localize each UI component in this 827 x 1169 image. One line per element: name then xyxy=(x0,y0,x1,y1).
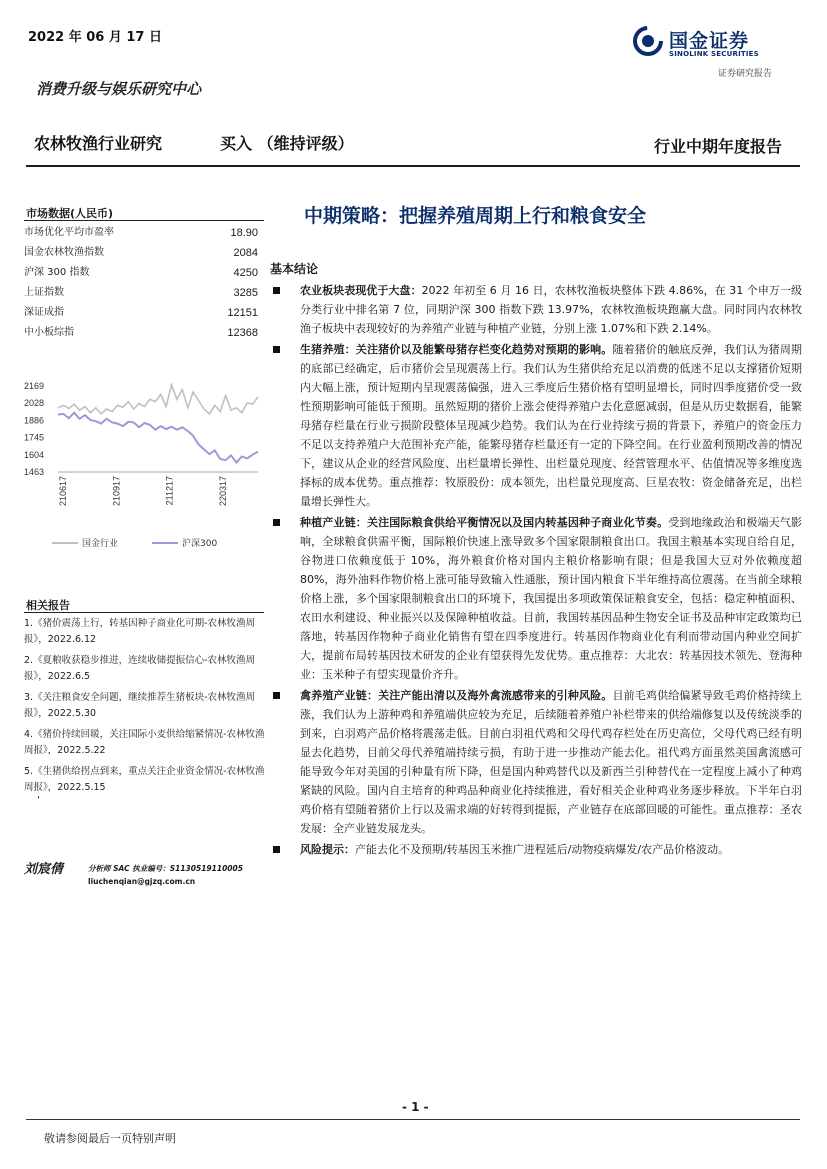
report-kind-label: 证券研究报告 xyxy=(718,69,773,79)
sinolink-logo-icon xyxy=(633,26,663,56)
series-line-csi300 xyxy=(58,413,258,463)
x-tick-label: 210617 xyxy=(58,476,68,507)
rating: 买入 （维持评级） xyxy=(220,134,354,153)
header-divider xyxy=(26,165,800,167)
market-label: 中小板综指 xyxy=(24,327,74,338)
market-label: 上证指数 xyxy=(24,287,64,298)
market-value: 12368 xyxy=(227,327,258,339)
industry-name: 农林牧渔行业研究 xyxy=(34,134,163,153)
market-value: 3285 xyxy=(233,287,258,299)
market-data-table xyxy=(24,223,258,343)
stray-mark: ‘ xyxy=(37,795,41,806)
related-report-item[interactable]: 4.《猪价持续回暖，关注国际小麦供给缩紧情况-农林牧渔周报》，2022.5.22 xyxy=(24,729,265,756)
x-tick-label: 210917 xyxy=(111,476,122,507)
bullet-heading: 风险提示： xyxy=(300,843,355,856)
related-reports-title: 相关报告 xyxy=(26,599,70,612)
logo-chinese-name: 国金证券 xyxy=(669,30,750,52)
bullet-square xyxy=(273,692,280,699)
report-type: 行业中期年度报告 xyxy=(653,137,782,156)
analyst-email[interactable]: liuchenqian@gjzq.com.cn xyxy=(88,877,196,886)
market-value: 18.90 xyxy=(230,227,258,239)
research-center: 消费升级与娱乐研究中心 xyxy=(36,80,202,98)
market-row xyxy=(24,263,258,283)
legend-label: 沪深300 xyxy=(182,539,218,549)
conclusions-body xyxy=(272,281,802,859)
related-reports-list xyxy=(24,616,268,801)
market-label: 深证成指 xyxy=(24,307,64,318)
bullet-square xyxy=(273,287,280,294)
legend-label: 国金行业 xyxy=(82,539,119,549)
market-row xyxy=(24,243,258,263)
disclaimer-note: 敬请参阅最后一页特别声明 xyxy=(44,1132,176,1145)
x-tick-label: 211217 xyxy=(164,476,175,506)
bullet-heading: 种植产业链：关注国际粮食供给平衡情况以及国内转基因种子商业化节奏。 xyxy=(300,516,669,529)
related-report-item[interactable]: 3.《关注粮食安全问题，继续推荐生猪板块-农林牧渔周报》，2022.5.30 xyxy=(24,692,255,719)
y-tick-label: 1745 xyxy=(24,432,45,443)
bullet-heading: 生猪养殖：关注猪价以及能繁母猪存栏变化趋势对预期的影响。 xyxy=(300,343,613,356)
market-value: 4250 xyxy=(233,267,258,279)
market-label: 沪深 300 指数 xyxy=(24,267,90,278)
report-date: 2022 年 06 月 17 日 xyxy=(28,30,162,45)
market-row xyxy=(24,223,258,243)
bullet-square xyxy=(273,346,280,353)
bullet-heading: 禽养殖产业链：关注产能出清以及海外禽流感带来的引种风险。 xyxy=(300,689,613,702)
analyst-name: 刘宸倩 xyxy=(24,862,64,877)
market-label: 市场优化平均市盈率 xyxy=(24,227,114,238)
y-tick-label: 2028 xyxy=(24,398,45,409)
section-title: 基本结论 xyxy=(270,262,319,276)
bullet-text: 产能去化不及预期/转基因玉米推广进程延后/动物疫病爆发/农产品价格波动。 xyxy=(355,843,730,856)
page-number: - 1 - xyxy=(402,1100,429,1114)
related-reports-divider xyxy=(24,612,264,613)
market-data-divider xyxy=(24,220,264,221)
related-report-item[interactable]: 2.《夏粮收获稳步推进，连续收储提振信心-农林牧渔周报》，2022.6.5 xyxy=(24,655,255,682)
x-tick-label: 220317 xyxy=(218,476,228,507)
conclusion-bullet xyxy=(272,281,802,338)
bullet-square xyxy=(273,519,280,526)
y-tick-label: 2169 xyxy=(24,381,45,391)
logo-english-name: SINOLINK SECURITIES xyxy=(669,50,759,58)
conclusion-bullet xyxy=(272,686,802,838)
y-tick-label: 1604 xyxy=(24,449,45,460)
market-data-title: 市场数据(人民币) xyxy=(26,207,114,220)
market-row xyxy=(24,323,258,343)
related-report-item[interactable]: 5.《生猪供给拐点到来，重点关注企业资金情况-农林牧渔周报》，2022.5.15 xyxy=(24,766,265,793)
bullet-text: 目前毛鸡供给偏紧导致毛鸡价格持续上涨，我们认为上游种鸡和养殖端供应较为充足，后续随着养殖户补栏带来的供给端修复以及传统淡季的到来，白羽鸡产品价格将震荡走低。目前白羽祖代鸡和父母代鸡存栏处在历史高位，父母代鸡已经有明显去化趋势，目前父母代养殖端持续亏损，有助于进一步推动产能去化。祖代鸡方面虽然美国禽流感可能导致今年对美国的引种量有所下降，但是国内种鸡替代以及新西兰引种替代在一定程度上减小了种鸡紧缺的风险。国内自主培育的种鸡品种商业化持续推进，看好相关企业种鸡业务逐步释放。下半年白羽鸡价格有望随着猪价上行以及需求端的好转得到提振，产业链存在底部回暖的可能性。重点推荐：圣农发展：全产业链发展龙头。 xyxy=(300,689,802,835)
market-value: 2084 xyxy=(233,247,258,259)
sinolink-logo xyxy=(633,26,793,60)
market-label: 国金农林牧渔指数 xyxy=(24,247,104,258)
series-line-industry xyxy=(58,385,258,414)
market-row xyxy=(24,283,258,303)
conclusion-bullet xyxy=(272,513,802,684)
page-title: 中期策略：把握养殖周期上行和粮食安全 xyxy=(304,205,647,227)
related-report-item[interactable]: 1.《猪价震荡上行，转基因种子商业化可期-农林牧渔周报》，2022.6.12 xyxy=(24,618,255,645)
market-value: 12151 xyxy=(227,307,258,319)
bullet-square xyxy=(273,846,280,853)
market-row xyxy=(24,303,258,323)
bullet-text: 随着猪价的触底反弹，我们认为猪周期的底部已经确定，后市猪价会呈现震荡上行。我们认为生猪供给充足以消费的低迷不足以支撑猪价短期内大幅上涨，预计短期内呈现震荡偏强，进入三季度后生猪价格有望明显增长，同时四季度猪价受一致性预期影响可能低于预期。虽然短期的猪价上涨会使得养殖户去化意愿减弱，但是从历史数据看，能繁母猪存栏量在行业亏损阶段整体呈现减少趋势。我们认为在行业持续亏损的背景下，养殖户的资金压力不足以支持养殖户大范围补充产能，能繁母猪存栏量还有一定的下降空间。在行业盈利预期改善的情况下，建议从企业的经营风险度、出栏量增长弹性、出栏量兑现度、经营管理水平、估值情况等多维度选择标的成本优势。重点推荐：牧原股份：成本领先，出栏量兑现度高、巨星农牧：资金储备充足，出栏量增长弹性大。 xyxy=(300,343,802,508)
analyst-sac-number: 分析师 SAC 执业编号：S1130519110005 xyxy=(88,864,243,873)
bullet-text: 受到地缘政治和极端天气影响，全球粮食供需平衡，国际粮价快速上涨导致多个国家限制粮食出口。我国主粮基本实现自给自足，谷物进口依赖度低于 10%，海外粮食价格对国内主粮价格影响有限；但是我国大豆对外依赖度超 80%，海外油料作物价格上涨可能导致输入性通胀，预计国内粮食下半年维持高位震荡。在当前全球粮价格上涨，多个国家限制粮食出口的环境下，我国提出多项政策保证粮食安全，包括：稳定种植面积、农田水利建设、种业振兴以及保障种植收益。目前，我国转基因品种生物安全证书及品种审定政策均已落地，转基因作物种子商业化销售有望在四季度进行。转基因作物商业化有利而带动国内种业空间扩大，提前布局转基因技术研发的企业有望获得先发优势。重点推荐：大北农：转基因技术领先、登海种业：玉米种子有望实现量价齐升。 xyxy=(300,516,802,681)
index-comparison-chart xyxy=(22,376,262,556)
bullet-heading: 农业板块表现优于大盘： xyxy=(300,284,422,297)
headline-row xyxy=(30,131,800,157)
bullet-text: 2022 年初至 6 月 16 日，农林牧渔板块整体下跌 4.86%，在 31 个申万一级分类行业中排名第 7 位，同期沪深 300 指数下跌 13.97%，农林牧渔板块跑赢大盘。同时同内农林牧渔子板块中表现较好的为养殖产业链与种植产业链，分别上涨 1.07%和下跌 2.14%。 xyxy=(300,284,803,335)
footer-divider xyxy=(26,1119,800,1120)
conclusion-bullet xyxy=(272,840,802,859)
conclusion-bullet xyxy=(272,340,802,511)
y-tick-label: 1886 xyxy=(24,415,45,426)
y-tick-label: 1463 xyxy=(24,467,45,477)
